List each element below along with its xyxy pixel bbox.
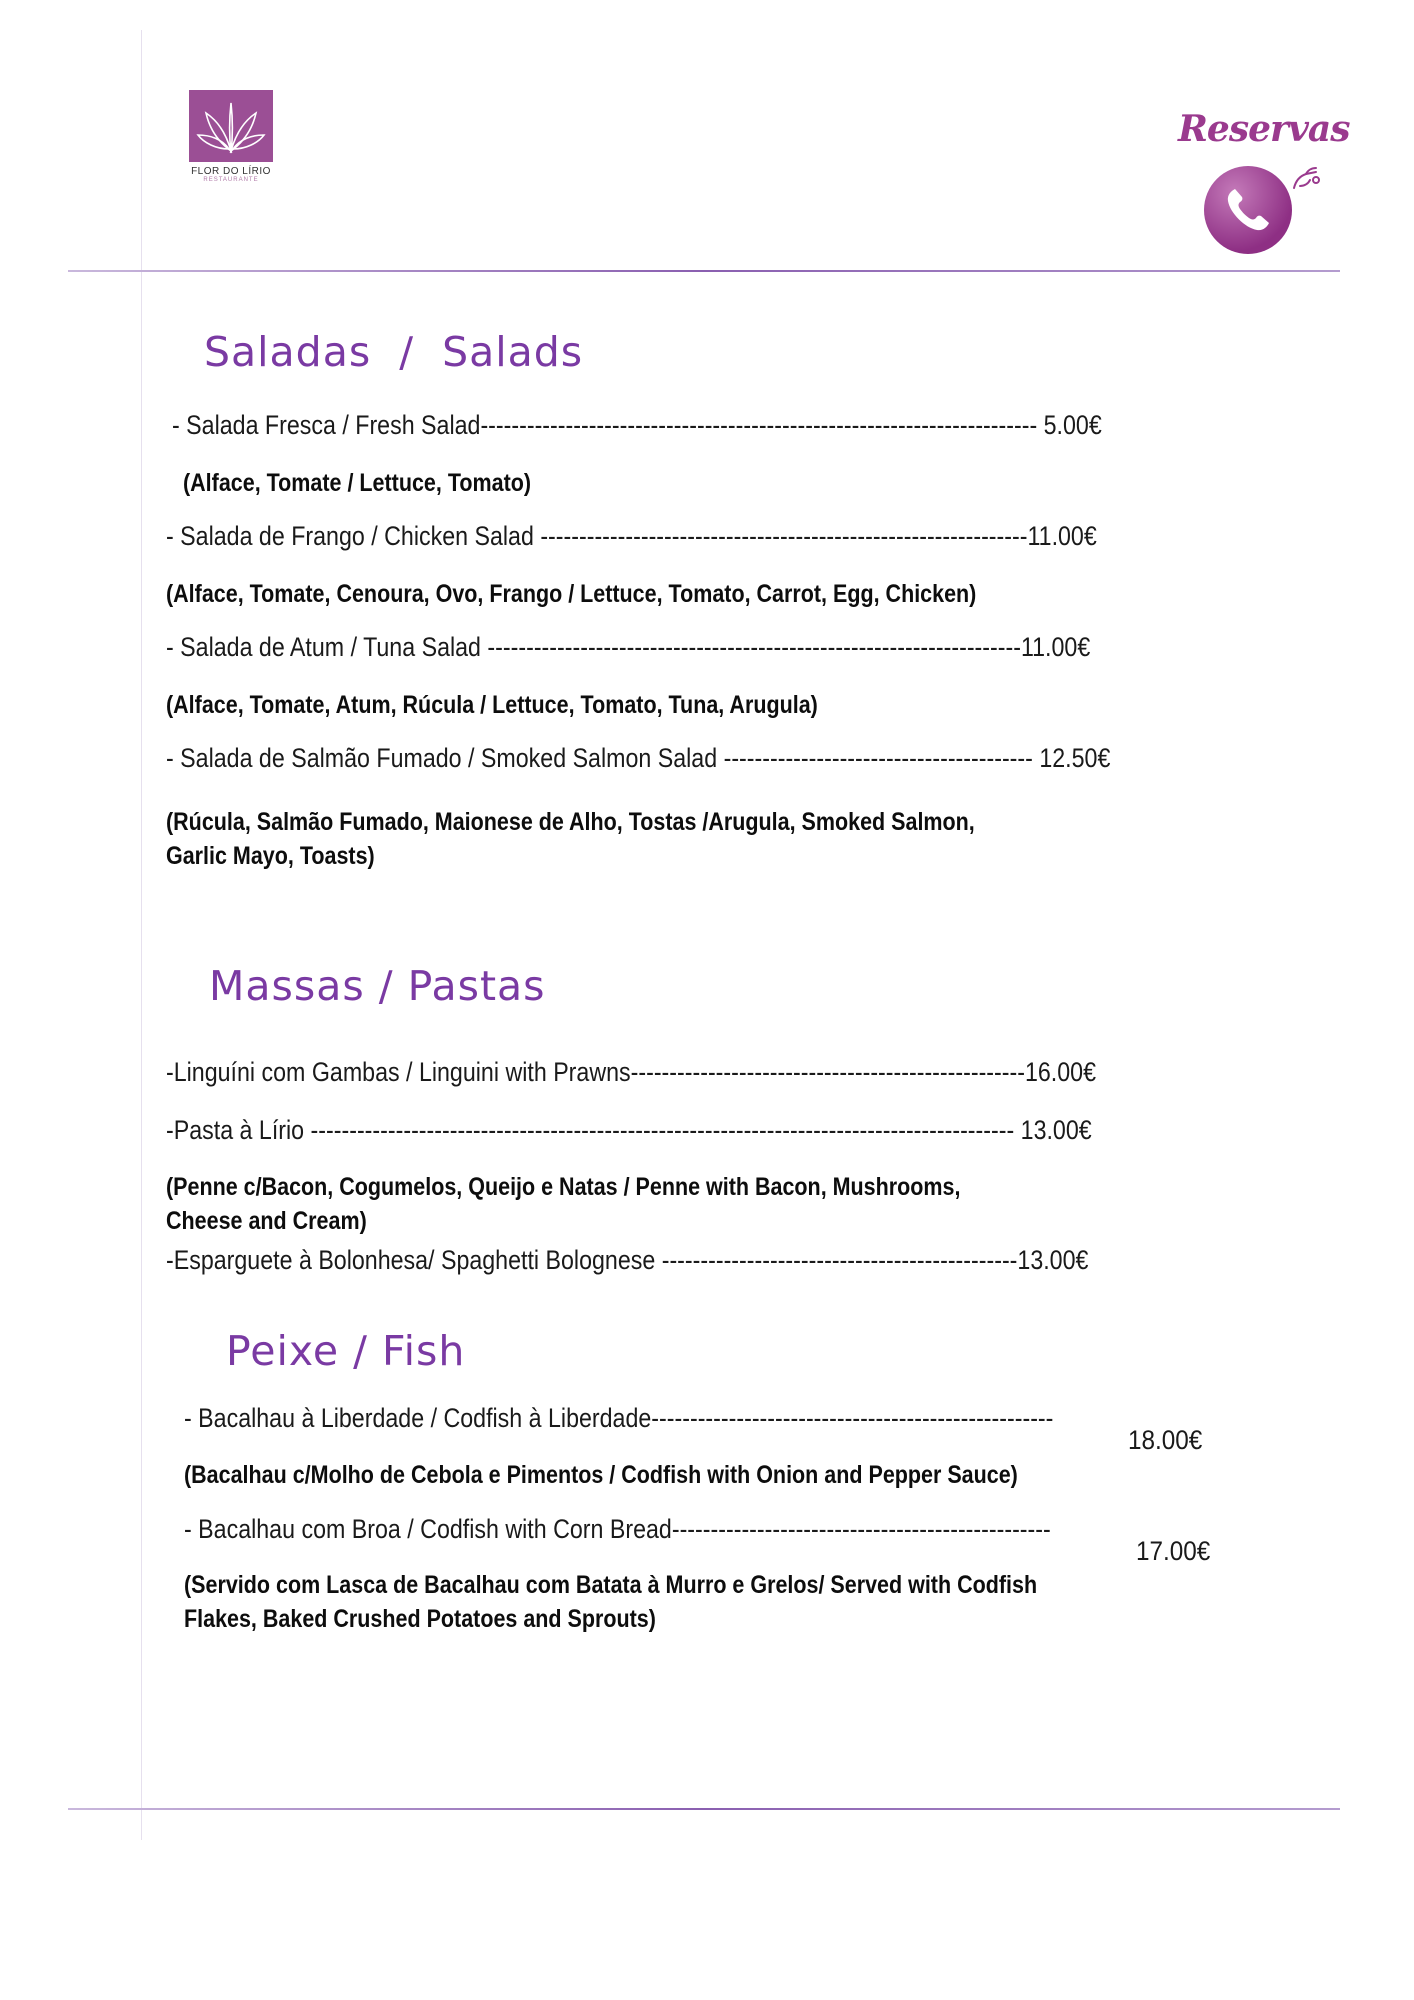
menu-item-description: (Alface, Tomate / Lettuce, Tomato) (183, 469, 532, 497)
menu-item-description: (Alface, Tomate, Cenoura, Ovo, Frango / Lettuce, Tomato, Carrot, Egg, Chicken) (166, 580, 977, 608)
restaurant-name: FLOR DO LÍRIO (191, 166, 271, 177)
menu-item-fresh-salad: - Salada Fresca / Fresh Salad------------------------------------------------------------------------ 5.00€ (172, 410, 1102, 440)
hand-pointer-icon (1286, 158, 1326, 198)
footer-divider (68, 1808, 1340, 1810)
menu-item-description: (Servido com Lasca de Bacalhau com Batata à Murro e Grelos/ Served with Codfish Flakes, Baked Crushed Potatoes and Sprouts) (184, 1571, 1038, 1633)
menu-item-pasta-lirio: -Pasta à Lírio ------------------------------------------------------------------------------------------- 13.00€ (166, 1115, 1092, 1145)
header-divider (68, 270, 1340, 272)
restaurant-subtitle: RESTAURANTE (203, 177, 259, 183)
menu-item-linguini-prawns: -Linguíni com Gambas / Linguini with Prawns---------------------------------------------------16.00€ (166, 1057, 1096, 1087)
menu-item-bacalhau-broa: - Bacalhau com Broa / Codfish with Corn Bread------------------------------------------------- (184, 1514, 1051, 1544)
lily-flower-icon (189, 90, 273, 162)
section-title-fish: Peixe / Fish (226, 1327, 466, 1375)
reservations-badge[interactable] (1170, 108, 1350, 268)
left-margin-line (141, 30, 142, 1840)
menu-item-chicken-salad: - Salada de Frango / Chicken Salad ---------------------------------------------------------------11.00€ (166, 521, 1097, 551)
section-title-salads: Saladas / Salads (204, 328, 584, 376)
menu-item-price: 18.00€ (1128, 1425, 1203, 1455)
restaurant-logo (186, 90, 276, 183)
menu-item-description: (Rúcula, Salmão Fumado, Maionese de Alho, Tostas /Arugula, Smoked Salmon, Garlic Mayo, Toasts) (166, 808, 975, 870)
menu-item-description: (Penne c/Bacon, Cogumelos, Queijo e Natas / Penne with Bacon, Mushrooms, Cheese and Cream) (166, 1173, 961, 1235)
menu-item-bacalhau-liberdade: - Bacalhau à Liberdade / Codfish à Liberdade---------------------------------------------------- (184, 1403, 1054, 1433)
menu-item-spaghetti-bolognese: -Esparguete à Bolonhesa/ Spaghetti Bolognese ----------------------------------------------13.00€ (166, 1245, 1089, 1275)
phone-icon[interactable] (1204, 166, 1292, 254)
section-title-pastas: Massas / Pastas (209, 962, 546, 1010)
menu-item-description: (Alface, Tomate, Atum, Rúcula / Lettuce, Tomato, Tuna, Arugula) (166, 691, 818, 719)
menu-item-description: (Bacalhau c/Molho de Cebola e Pimentos / Codfish with Onion and Pepper Sauce) (184, 1461, 1018, 1489)
menu-item-smoked-salmon-salad: - Salada de Salmão Fumado / Smoked Salmon Salad ---------------------------------------- 12.50€ (166, 743, 1111, 773)
menu-item-tuna-salad: - Salada de Atum / Tuna Salad ---------------------------------------------------------------------11.00€ (166, 632, 1091, 662)
menu-item-price: 17.00€ (1136, 1536, 1211, 1566)
reservations-label: Reservas (1178, 108, 1350, 150)
